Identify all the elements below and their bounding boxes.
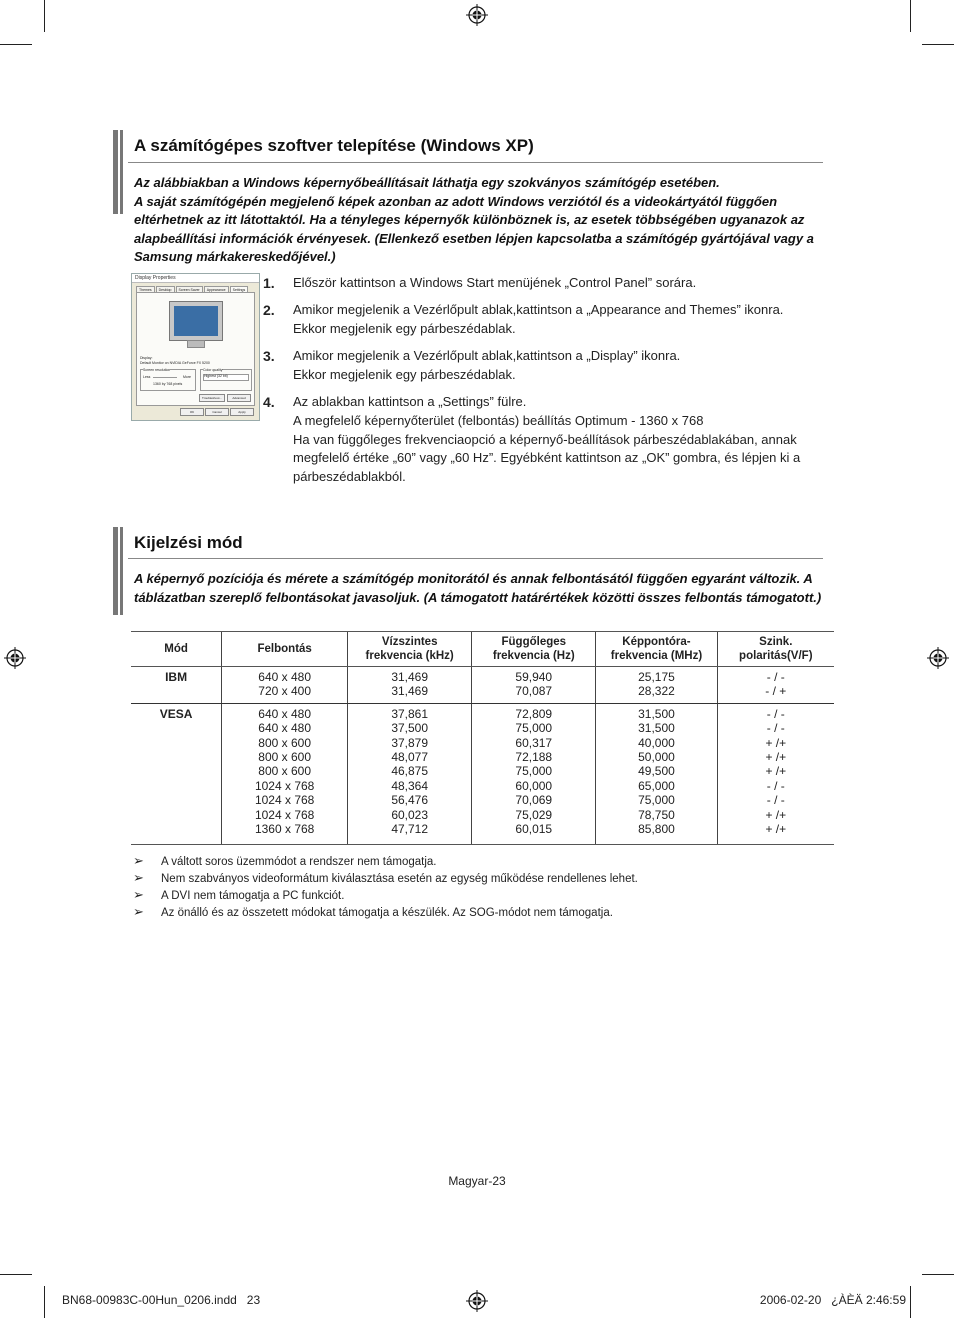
cell-value: + /+	[765, 764, 787, 779]
cell-value: 46,875	[391, 764, 429, 779]
h-freq-cell	[348, 667, 472, 704]
crop-mark	[922, 1274, 954, 1275]
crop-mark	[44, 1286, 45, 1318]
cell-value: - / -	[766, 793, 785, 808]
step-4	[263, 393, 833, 487]
cell-value: - / -	[766, 778, 785, 793]
cell-value: 70,087	[515, 684, 553, 699]
display-value: Default Monitor on NVIDIA GeForce FX 5200	[140, 361, 210, 365]
mode-cell: IBM	[131, 667, 222, 704]
tab-settings: Settings	[230, 286, 249, 292]
pixel-clock-cell	[596, 703, 717, 845]
monitor-stand	[187, 340, 205, 348]
header-v-freq: Függőleges frekvencia (Hz)	[472, 632, 596, 667]
cell-value: - / -	[766, 721, 785, 736]
registration-mark-icon	[927, 647, 949, 669]
step-text: Amikor megjelenik a Vezérlőpult ablak,kattintson a „Appearance and Themes” ikonra. Ekkor megjelenik egy párbeszédablak.	[293, 302, 784, 336]
cell-value: 800 x 600	[258, 750, 312, 765]
resolution-label: Screen resolution	[143, 368, 171, 372]
cell-value: 28,322	[638, 684, 675, 699]
resolution-cell	[222, 667, 348, 704]
note-text: Nem szabványos videoformátum kiválasztása esetén az egység működése rendellenes lehet.	[161, 873, 638, 885]
note-text: A váltott soros üzemmódot a rendszer nem támogatja.	[161, 856, 437, 868]
polarity-cell	[717, 703, 834, 845]
arrow-icon: ➢	[133, 904, 144, 919]
tab-desktop: Desktop	[156, 286, 175, 292]
v-freq-cell	[472, 667, 596, 704]
header-h-freq: Vízszintes frekvencia (kHz)	[348, 632, 472, 667]
settings-panel	[136, 292, 255, 406]
crop-mark	[44, 0, 45, 32]
date-slug: 2006-02-20 ¿ÀÈÄ 2:46:59	[759, 1293, 906, 1307]
step-text: Először kattintson a Windows Start menüjének „Control Panel” sorára.	[293, 275, 697, 290]
note-item	[133, 904, 613, 921]
h-freq-cell	[348, 703, 472, 845]
cell-value: 75,029	[515, 807, 553, 822]
cell-value: - / -	[766, 670, 785, 684]
registration-mark-icon	[4, 647, 26, 669]
step-number: 3.	[263, 348, 275, 364]
resolution-group	[140, 369, 196, 391]
cell-value: 72,188	[515, 750, 553, 765]
dialog-title: Display Properties	[132, 274, 259, 283]
crop-mark	[910, 1286, 911, 1318]
cell-value: 1024 x 768	[254, 793, 315, 808]
troubleshoot-button: Troubleshoot...	[199, 394, 225, 402]
cell-value: + /+	[765, 807, 787, 822]
section-bar	[113, 130, 118, 214]
step-number: 4.	[263, 394, 275, 410]
cell-value: 75,000	[515, 721, 553, 736]
step-1	[263, 274, 833, 293]
display-modes-table	[131, 631, 834, 845]
cell-value: 25,175	[638, 670, 675, 684]
step-number: 2.	[263, 302, 275, 318]
cell-value: 60,015	[515, 822, 553, 837]
file-slug: BN68-00983C-00Hun_0206.indd 23	[62, 1293, 261, 1307]
section-rule	[128, 162, 823, 163]
cell-value: 37,500	[391, 721, 429, 736]
cell-value: 56,476	[391, 793, 429, 808]
cell-value: 800 x 600	[258, 735, 312, 750]
cell-value: 60,000	[515, 778, 553, 793]
cell-value: 50,000	[638, 750, 675, 765]
cell-value: 49,500	[638, 764, 675, 779]
section-intro: A képernyő pozíciója és mérete a számítógép monitorától és annak felbontásától függően egyaránt változik. A táblázatban szereplő felbontásokat javasoljuk. (A támogatott határértékek közötti összes felbontás támogatott.)	[134, 571, 822, 605]
step-2	[263, 301, 833, 339]
cell-value: 78,750	[638, 807, 675, 822]
cell-value: 37,861	[391, 706, 429, 721]
pixel-clock-cell	[596, 667, 717, 704]
cell-value: 65,000	[638, 778, 675, 793]
cell-value: 31,500	[638, 721, 675, 736]
monitor-icon	[169, 301, 223, 341]
cell-value: 60,023	[391, 807, 429, 822]
less-label: Less	[143, 375, 151, 379]
cell-value: 47,712	[391, 822, 429, 837]
resolution-value: 1360 by 768 pixels	[153, 382, 183, 386]
arrow-icon: ➢	[133, 870, 144, 885]
step-text: Az ablakban kattintson a „Settings” fülre. A megfelelő képernyőterület (felbontás) beállítás Optimum - 1360 x 768 Ha van függőleges frekvenciaopció a képernyő-beállítások párbeszédablakában, annak megfelelő értéke „60” vagy „60 Hz”. Egyébként kattintson az „OK” gombra, és lépjen ki a párbeszédablakból.	[293, 394, 801, 485]
tab-themes: Themes	[136, 286, 155, 292]
registration-mark-icon	[466, 1290, 488, 1312]
cell-value: - / -	[766, 706, 785, 721]
cell-value: - / +	[765, 684, 787, 699]
step-3	[263, 347, 833, 385]
quality-value: Highest (32 bit)	[204, 374, 228, 378]
cell-value: 72,809	[515, 706, 553, 721]
table-row-ibm	[131, 667, 834, 704]
note-item	[133, 853, 437, 870]
cell-value: 70,069	[515, 793, 553, 808]
resolution-cell	[222, 703, 348, 845]
ok-button: OK	[180, 408, 204, 416]
header-mode: Mód	[131, 632, 222, 667]
header-resolution: Felbontás	[222, 632, 348, 667]
section-bar	[120, 130, 123, 214]
cell-value: 48,364	[391, 778, 429, 793]
note-text: Az önálló és az összetett módokat támogatja a készülék. Az SOG-módot nem támogatja.	[161, 907, 613, 919]
arrow-icon: ➢	[133, 853, 144, 868]
section-title: Kijelzési mód	[134, 533, 243, 552]
table-header-row	[131, 632, 834, 667]
step-text: Amikor megjelenik a Vezérlőpult ablak,kattintson a „Display” ikonra. Ekkor megjelenik egy párbeszédablak.	[293, 348, 681, 382]
cell-value: 1024 x 768	[254, 807, 315, 822]
section-bar	[113, 527, 118, 615]
page-number: Magyar-23	[448, 1174, 506, 1188]
cell-value: 31,469	[391, 684, 429, 699]
cell-value: 31,500	[638, 706, 675, 721]
crop-mark	[910, 0, 911, 32]
registration-mark-icon	[466, 4, 488, 26]
crop-mark	[922, 44, 954, 45]
cell-value: 31,469	[391, 670, 429, 684]
v-freq-cell	[472, 703, 596, 845]
table-row-vesa	[131, 703, 834, 845]
cell-value: 85,800	[638, 822, 675, 837]
cell-value: + /+	[765, 750, 787, 765]
cell-value: 60,317	[515, 735, 553, 750]
arrow-icon: ➢	[133, 887, 144, 902]
section-bar	[120, 527, 123, 615]
cell-value: 59,940	[515, 670, 553, 684]
quality-label: Color quality	[203, 368, 223, 372]
polarity-cell	[717, 667, 834, 704]
cell-value: 640 x 480	[258, 706, 312, 721]
cell-value: 37,879	[391, 735, 429, 750]
more-label: More	[183, 375, 191, 379]
cell-value: + /+	[765, 822, 787, 837]
note-item	[133, 870, 638, 887]
cell-value: 800 x 600	[258, 764, 312, 779]
display-label: Display:	[140, 356, 153, 360]
cell-value: 75,000	[515, 764, 553, 779]
tab-screen-saver: Screen Saver	[176, 286, 203, 292]
tab-appearance: Appearance	[204, 286, 229, 292]
section-intro: Az alábbiakban a Windows képernyőbeállításait láthatja egy szokványos számítógép esetében. A saját számítógépén megjelenő képek azonban az adott Windows verziótól és a videokártyától függően eltérhetnek az itt látottaktól. Ha a tényleges képernyők különböznek is, az esetek többségében ugyanazok az alapbeállítási információk érvényesek. (Ellenkező esetben lépjen kapcsolatba a számítógép gyártójával vagy a Samsung márkakereskedőjével.)	[134, 175, 814, 264]
cell-value: 75,000	[638, 793, 675, 808]
header-polarity: Szink. polaritás(V/F)	[717, 632, 834, 667]
section-title: A számítógépes szoftver telepítése (Windows XP)	[134, 136, 534, 155]
cell-value: 1024 x 768	[254, 778, 315, 793]
cell-value: 40,000	[638, 735, 675, 750]
cell-value: 1360 x 768	[254, 822, 315, 837]
cancel-button: Cancel	[205, 408, 229, 416]
apply-button: Apply	[230, 408, 254, 416]
note-item	[133, 887, 344, 904]
crop-mark	[0, 44, 32, 45]
cell-value: + /+	[765, 735, 787, 750]
cell-value: 720 x 400	[258, 684, 312, 699]
crop-mark	[0, 1274, 32, 1275]
section-rule	[128, 558, 823, 559]
mode-cell: VESA	[131, 703, 222, 845]
step-number: 1.	[263, 275, 275, 291]
note-text: A DVI nem támogatja a PC funkciót.	[161, 890, 345, 902]
resolution-slider	[153, 377, 177, 378]
header-pixel-clock: Képpontóra- frekvencia (MHz)	[596, 632, 717, 667]
cell-value: 48,077	[391, 750, 429, 765]
advanced-button: Advanced	[227, 394, 251, 402]
display-properties-screenshot	[131, 273, 260, 421]
cell-value: 640 x 480	[258, 670, 312, 684]
cell-value: 640 x 480	[258, 721, 312, 736]
